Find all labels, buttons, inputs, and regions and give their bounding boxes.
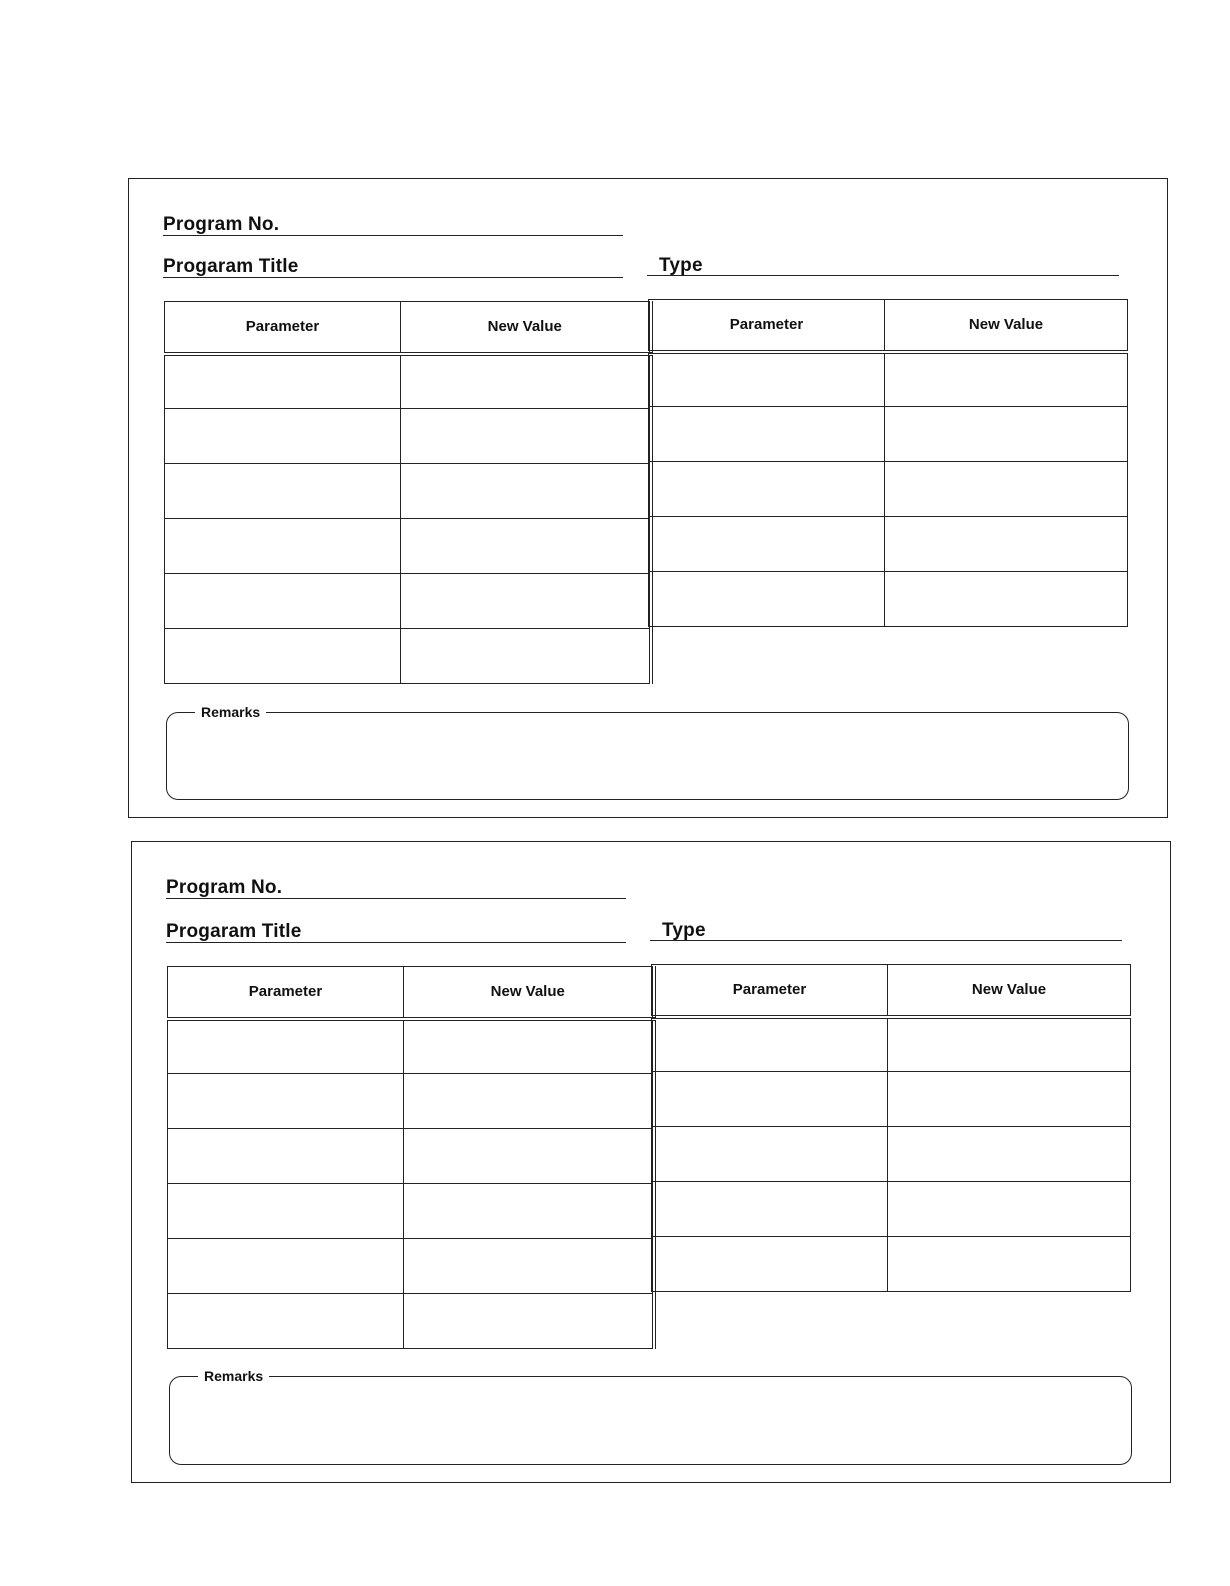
column-header-parameter: Parameter bbox=[168, 967, 404, 1019]
column-header-parameter: Parameter bbox=[649, 300, 885, 352]
table-row bbox=[168, 1019, 654, 1074]
column-header-new-value: New Value bbox=[888, 965, 1131, 1017]
parameter-table-left bbox=[167, 966, 656, 1349]
new-value-cell[interactable] bbox=[888, 1072, 1131, 1127]
table-row bbox=[649, 572, 1128, 627]
program-no-field[interactable] bbox=[163, 235, 623, 236]
parameter-cell[interactable] bbox=[649, 407, 885, 462]
table-row bbox=[652, 1127, 1131, 1182]
table-row bbox=[652, 1072, 1131, 1127]
parameter-cell[interactable] bbox=[165, 629, 401, 684]
type-label: Type bbox=[659, 255, 703, 276]
new-value-cell[interactable] bbox=[885, 517, 1128, 572]
table-row bbox=[649, 517, 1128, 572]
table-row bbox=[652, 1237, 1131, 1292]
remarks-label: Remarks bbox=[195, 703, 266, 721]
parameter-cell[interactable] bbox=[652, 1017, 888, 1072]
parameter-cell[interactable] bbox=[649, 352, 885, 407]
remarks-box[interactable] bbox=[169, 1368, 1132, 1465]
table-row bbox=[652, 1182, 1131, 1237]
new-value-cell[interactable] bbox=[404, 1184, 654, 1239]
program-title-field[interactable] bbox=[166, 942, 626, 943]
parameter-cell[interactable] bbox=[168, 1239, 404, 1294]
new-value-cell[interactable] bbox=[401, 354, 651, 409]
parameter-cell[interactable] bbox=[168, 1184, 404, 1239]
parameter-table-right bbox=[648, 299, 1128, 627]
parameter-cell[interactable] bbox=[165, 354, 401, 409]
new-value-cell[interactable] bbox=[401, 409, 651, 464]
table-row bbox=[165, 464, 651, 519]
table-row bbox=[168, 1074, 654, 1129]
parameter-cell[interactable] bbox=[649, 517, 885, 572]
parameter-cell[interactable] bbox=[652, 1182, 888, 1237]
parameter-cell[interactable] bbox=[649, 572, 885, 627]
table-row bbox=[165, 629, 651, 684]
parameter-cell[interactable] bbox=[652, 1072, 888, 1127]
parameter-cell[interactable] bbox=[168, 1294, 404, 1349]
program-no-label: Program No. bbox=[166, 877, 283, 898]
column-header-new-value: New Value bbox=[404, 967, 654, 1019]
new-value-cell[interactable] bbox=[404, 1294, 654, 1349]
parameter-cell[interactable] bbox=[165, 574, 401, 629]
new-value-cell[interactable] bbox=[404, 1019, 654, 1074]
new-value-cell[interactable] bbox=[401, 519, 651, 574]
column-header-new-value: New Value bbox=[401, 302, 651, 354]
new-value-cell[interactable] bbox=[885, 572, 1128, 627]
parameter-cell[interactable] bbox=[168, 1129, 404, 1184]
table-row bbox=[168, 1184, 654, 1239]
type-field[interactable] bbox=[650, 940, 1122, 941]
column-header-parameter: Parameter bbox=[165, 302, 401, 354]
parameter-cell[interactable] bbox=[649, 462, 885, 517]
new-value-cell[interactable] bbox=[401, 574, 651, 629]
table-row bbox=[649, 407, 1128, 462]
remarks-box[interactable] bbox=[166, 704, 1129, 800]
table-row bbox=[165, 519, 651, 574]
new-value-cell[interactable] bbox=[401, 629, 651, 684]
column-header-new-value: New Value bbox=[885, 300, 1128, 352]
parameter-table-left bbox=[164, 301, 653, 684]
new-value-cell[interactable] bbox=[888, 1182, 1131, 1237]
table-row bbox=[165, 409, 651, 464]
new-value-cell[interactable] bbox=[404, 1239, 654, 1294]
new-value-cell[interactable] bbox=[401, 464, 651, 519]
program-no-field[interactable] bbox=[166, 898, 626, 899]
table-row bbox=[168, 1294, 654, 1349]
table-row bbox=[165, 354, 651, 409]
program-title-field[interactable] bbox=[163, 277, 623, 278]
parameter-cell[interactable] bbox=[652, 1127, 888, 1182]
parameter-cell[interactable] bbox=[168, 1019, 404, 1074]
table-row bbox=[649, 352, 1128, 407]
new-value-cell[interactable] bbox=[885, 407, 1128, 462]
type-field[interactable] bbox=[647, 275, 1119, 276]
new-value-cell[interactable] bbox=[404, 1129, 654, 1184]
parameter-cell[interactable] bbox=[165, 464, 401, 519]
type-label: Type bbox=[662, 920, 706, 941]
new-value-cell[interactable] bbox=[888, 1127, 1131, 1182]
table-row bbox=[168, 1129, 654, 1184]
program-no-label: Program No. bbox=[163, 214, 280, 235]
new-value-cell[interactable] bbox=[885, 462, 1128, 517]
parameter-cell[interactable] bbox=[652, 1237, 888, 1292]
parameter-cell[interactable] bbox=[165, 519, 401, 574]
new-value-cell[interactable] bbox=[885, 352, 1128, 407]
table-row bbox=[652, 1017, 1131, 1072]
table-row bbox=[649, 462, 1128, 517]
new-value-cell[interactable] bbox=[888, 1017, 1131, 1072]
new-value-cell[interactable] bbox=[404, 1074, 654, 1129]
program-form-1 bbox=[128, 178, 1168, 818]
table-row bbox=[165, 574, 651, 629]
parameter-cell[interactable] bbox=[165, 409, 401, 464]
parameter-cell[interactable] bbox=[168, 1074, 404, 1129]
remarks-label: Remarks bbox=[198, 1367, 269, 1385]
column-header-parameter: Parameter bbox=[652, 965, 888, 1017]
program-title-label: Progaram Title bbox=[163, 256, 299, 277]
parameter-table-right bbox=[651, 964, 1131, 1292]
table-row bbox=[168, 1239, 654, 1294]
program-form-2 bbox=[131, 841, 1171, 1483]
program-title-label: Progaram Title bbox=[166, 921, 302, 942]
new-value-cell[interactable] bbox=[888, 1237, 1131, 1292]
